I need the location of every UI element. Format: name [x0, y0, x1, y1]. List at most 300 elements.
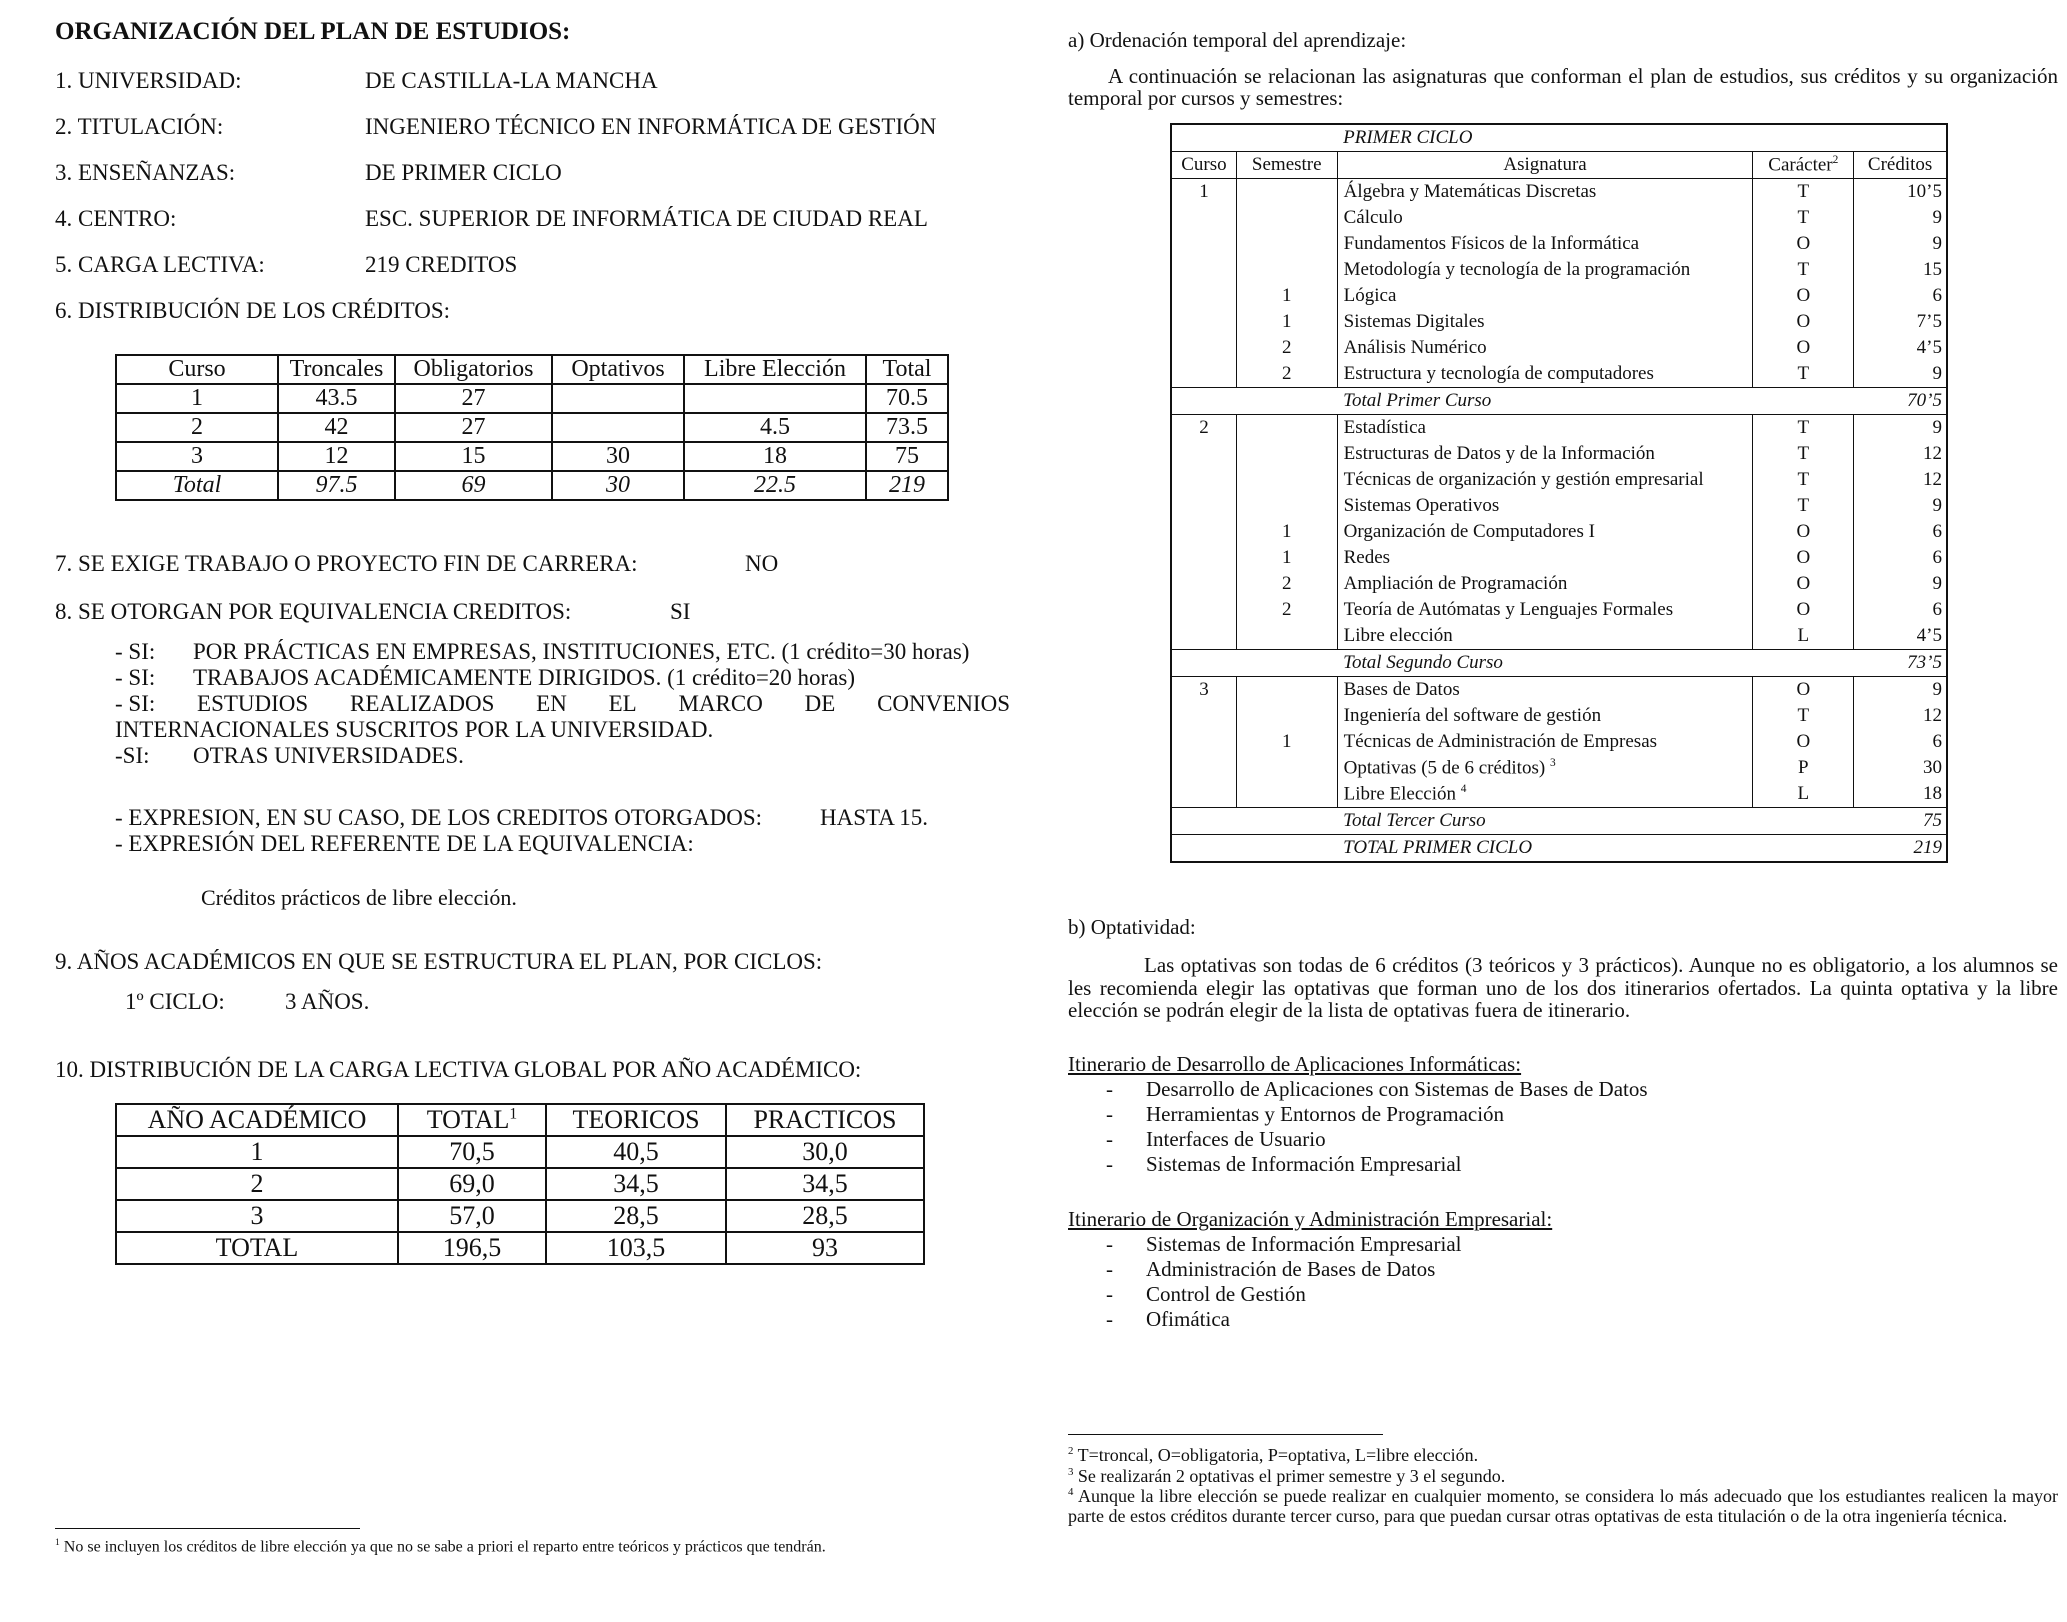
bullet-dash: -	[1106, 1077, 1113, 1102]
bullet-dash: -	[1106, 1152, 1113, 1177]
word: DE	[804, 691, 836, 716]
section-8-heading: 8. SE OTORGAN POR EQUIVALENCIA CREDITOS:	[55, 599, 572, 624]
table-cell: 3	[116, 1200, 398, 1232]
character-cell: P	[1753, 755, 1854, 781]
field-label: 1. UNIVERSIDAD:	[55, 68, 242, 93]
table-row	[116, 384, 948, 413]
character-cell: O	[1753, 597, 1854, 623]
table-cell	[552, 384, 684, 413]
section-7-value: NO	[745, 551, 779, 576]
subject-name: Sistemas Digitales	[1343, 311, 1485, 333]
subject-name: Técnicas de organización y gestión empresarial	[1343, 469, 1704, 491]
course-cell: 3	[1199, 679, 1209, 701]
bullet-dash: -	[1106, 1257, 1113, 1282]
credits-cell: 12	[1854, 703, 1947, 729]
subject-cell	[1337, 361, 1753, 388]
semester-cell	[1236, 781, 1337, 808]
table-cell: 1	[116, 1136, 398, 1168]
table-cell: 40,5	[546, 1136, 726, 1168]
subtotal-row	[1171, 835, 1947, 863]
semester-cell: 1	[1236, 519, 1337, 545]
expression-referent: - EXPRESIÓN DEL REFERENTE DE LA EQUIVALENCIA:	[115, 831, 694, 856]
table-cell: 219	[866, 471, 948, 500]
footnote-number: 4	[1068, 1486, 1074, 1498]
table-row	[1171, 781, 1947, 808]
table-cell: 3	[116, 442, 278, 471]
character-cell: T	[1753, 205, 1854, 231]
list-item-text: Herramientas y Entornos de Programación	[1146, 1102, 1505, 1127]
semester-cell	[1236, 493, 1337, 519]
table-cell: 30	[552, 471, 684, 500]
itinerary-title: Itinerario de Organización y Administración Empresarial:	[1068, 1207, 1553, 1232]
credits-cell: 9	[1854, 677, 1947, 704]
list-item	[1106, 1102, 2058, 1127]
credits-cell: 15	[1854, 257, 1947, 283]
credits-cell: 10’5	[1854, 179, 1947, 206]
character-cell: O	[1753, 729, 1854, 755]
table-total-row	[116, 471, 948, 500]
table-cell: 42	[278, 413, 395, 442]
credits-cell: 30	[1854, 755, 1947, 781]
course-cell	[1171, 597, 1236, 623]
section-a-heading: a) Ordenación temporal del aprendizaje:	[1068, 28, 1407, 52]
list-item-text: TRABAJOS ACADÉMICAMENTE DIRIGIDOS. (1 crédito=20 horas)	[193, 665, 856, 690]
field-value: INGENIERO TÉCNICO EN INFORMÁTICA DE GESTIÓN	[365, 114, 937, 139]
character-cell: O	[1753, 231, 1854, 257]
subject-cell	[1337, 755, 1753, 781]
subject-cell	[1337, 493, 1753, 519]
equivalence-list	[115, 639, 1010, 911]
course-cell	[1171, 781, 1236, 808]
character-cell: T	[1753, 467, 1854, 493]
col-header: Asignatura	[1337, 152, 1753, 179]
table-cell: 34,5	[726, 1168, 924, 1200]
character-cell: O	[1753, 309, 1854, 335]
subject-name: Sistemas Operativos	[1343, 495, 1500, 517]
footnote-text: Se realizarán 2 optativas el primer semestre y 3 el segundo.	[1077, 1466, 1506, 1486]
table-cell: 93	[726, 1232, 924, 1264]
table-row	[116, 442, 948, 471]
list-item	[1106, 1077, 2058, 1102]
subject-name: Teoría de Autómatas y Lenguajes Formales	[1343, 599, 1674, 621]
footnote	[55, 1537, 1015, 1556]
table-cell: 28,5	[726, 1200, 924, 1232]
subject-name: Álgebra y Matemáticas Discretas	[1343, 181, 1597, 203]
subtotal-credits: 75	[1854, 808, 1947, 835]
table-row	[1171, 519, 1947, 545]
table-cell	[1171, 835, 1337, 863]
table-cell: 75	[866, 442, 948, 471]
subject-name: Ingeniería del software de gestión	[1343, 705, 1602, 727]
subject-cell	[1337, 283, 1753, 309]
table-cell: 12	[278, 442, 395, 471]
credits-cell: 9	[1854, 415, 1947, 442]
subject-cell	[1337, 257, 1753, 283]
col-header: Curso	[1171, 152, 1236, 179]
col-header: Troncales	[278, 355, 395, 384]
left-footnote	[55, 1528, 1015, 1556]
table-cell: 1	[116, 384, 278, 413]
credits-cell: 6	[1854, 597, 1947, 623]
field-centro	[55, 206, 1015, 232]
table-row	[1171, 309, 1947, 335]
credits-cell: 12	[1854, 441, 1947, 467]
footnote-ref: 2	[1832, 153, 1839, 166]
list-item	[1106, 1127, 2058, 1152]
table-cell	[1171, 650, 1337, 677]
credits-cell: 4’5	[1854, 623, 1947, 650]
course-cell	[1171, 703, 1236, 729]
list-item-text: Desarrollo de Aplicaciones con Sistemas de Bases de Datos	[1146, 1077, 1648, 1102]
word: EL	[608, 691, 637, 716]
subject-cell	[1337, 703, 1753, 729]
semester-cell	[1236, 441, 1337, 467]
credits-cell: 9	[1854, 361, 1947, 388]
table-row	[1171, 703, 1947, 729]
bullet-dash: -	[1106, 1282, 1113, 1307]
list-item-text: Sistemas de Información Empresarial	[1146, 1152, 1462, 1177]
table-cell: 70.5	[866, 384, 948, 413]
list-item	[115, 639, 1010, 665]
table-row	[1171, 545, 1947, 571]
list-item-text: Administración de Bases de Datos	[1146, 1257, 1436, 1282]
semester-cell: 2	[1236, 571, 1337, 597]
table-cell: 18	[684, 442, 866, 471]
semester-cell: 2	[1236, 597, 1337, 623]
word: ESTUDIOS	[197, 691, 309, 716]
subject-cell	[1337, 519, 1753, 545]
subtotal-row	[1171, 650, 1947, 677]
course-cell	[1171, 519, 1236, 545]
col-header: Semestre	[1236, 152, 1337, 179]
course-cell	[1171, 231, 1236, 257]
table-row	[1171, 729, 1947, 755]
subject-name: Lógica	[1343, 285, 1397, 307]
character-cell: O	[1753, 571, 1854, 597]
table-total-row	[116, 1232, 924, 1264]
footnote-divider	[1068, 1434, 1383, 1435]
semester-cell: 1	[1236, 283, 1337, 309]
character-cell: T	[1753, 179, 1854, 206]
itinerary-2	[1068, 1207, 2058, 1332]
course-cell	[1171, 257, 1236, 283]
table-row	[1171, 415, 1947, 442]
list-item-tag: - SI:	[115, 665, 156, 690]
cycle-header-row	[1171, 124, 1947, 152]
subject-cell	[1337, 781, 1753, 808]
subject-name: Optativas (5 de 6 créditos)	[1343, 757, 1546, 779]
character-cell: T	[1753, 703, 1854, 729]
semester-cell	[1236, 179, 1337, 206]
col-header: Optativos	[552, 355, 684, 384]
footnote-text: Aunque la libre elección se puede realizar en cualquier momento, se considera lo más adecuado que los estudiantes realicen la mayor parte de estos créditos durante tercer curso, para que puedan cursar otras optativas de esta titulación o de la otra ingeniería técnica.	[1068, 1486, 2058, 1526]
cycle-years: 3 AÑOS.	[285, 989, 370, 1014]
character-cell: T	[1753, 361, 1854, 388]
col-header: Créditos	[1854, 152, 1947, 179]
list-item-text: Sistemas de Información Empresarial	[1146, 1232, 1462, 1257]
subject-name: Metodología y tecnología de la programación	[1343, 259, 1691, 281]
table-cell: 69,0	[398, 1168, 546, 1200]
table-row	[1171, 623, 1947, 650]
col-header	[1753, 152, 1854, 179]
subject-name: Cálculo	[1343, 207, 1403, 229]
course-cell	[1171, 205, 1236, 231]
semester-cell	[1236, 677, 1337, 704]
table-header-row	[1171, 152, 1947, 179]
list-item	[115, 665, 1010, 691]
field-value: DE CASTILLA-LA MANCHA	[365, 68, 658, 93]
section-10-heading: 10. DISTRIBUCIÓN DE LA CARGA LECTIVA GLOBAL POR AÑO ACADÉMICO:	[55, 1057, 862, 1082]
field-carga-lectiva	[55, 252, 1015, 278]
character-cell: O	[1753, 545, 1854, 571]
list-item-tag: -SI:	[115, 743, 150, 768]
credits-cell: 6	[1854, 283, 1947, 309]
table-cell: 34,5	[546, 1168, 726, 1200]
bullet-dash: -	[1106, 1307, 1113, 1332]
study-plan-body	[1171, 179, 1947, 863]
section-7-heading: 7. SE EXIGE TRABAJO O PROYECTO FIN DE CARRERA:	[55, 551, 638, 576]
character-cell: T	[1753, 257, 1854, 283]
footnote-text: T=troncal, O=obligatoria, P=optativa, L=libre elección.	[1077, 1445, 1479, 1465]
subject-name: Redes	[1343, 547, 1391, 569]
table-row	[1171, 571, 1947, 597]
table-cell: 30	[552, 442, 684, 471]
semester-cell	[1236, 231, 1337, 257]
subject-name: Estructuras de Datos y de la Información	[1343, 443, 1655, 465]
credits-cell: 9	[1854, 493, 1947, 519]
table-cell: 2	[116, 413, 278, 442]
subject-cell	[1337, 335, 1753, 361]
cycle-label: 1º CICLO:	[125, 989, 225, 1014]
section-9-heading: 9. AÑOS ACADÉMICOS EN QUE SE ESTRUCTURA EL PLAN, POR CICLOS:	[55, 949, 823, 974]
table-row	[1171, 257, 1947, 283]
subject-name: Fundamentos Físicos de la Informática	[1343, 233, 1640, 255]
subject-cell	[1337, 205, 1753, 231]
field-value: 219 CREDITOS	[365, 252, 518, 277]
character-cell: T	[1753, 493, 1854, 519]
subject-name: Estadística	[1343, 417, 1426, 439]
semester-cell: 1	[1236, 729, 1337, 755]
list-item-text: Control de Gestión	[1146, 1282, 1306, 1307]
list-item-text: Interfaces de Usuario	[1146, 1127, 1326, 1152]
left-column	[55, 18, 1015, 1265]
table-row	[1171, 335, 1947, 361]
table-cell: 2	[116, 1168, 398, 1200]
table-header-row	[116, 1104, 924, 1136]
right-footnotes	[1068, 1434, 2058, 1527]
table-cell: 69	[395, 471, 552, 500]
table-cell	[552, 413, 684, 442]
col-header-text: TOTAL	[426, 1105, 510, 1134]
character-cell: O	[1753, 519, 1854, 545]
expression-credits	[115, 805, 1010, 831]
semester-cell	[1236, 703, 1337, 729]
section-b-heading: b) Optatividad:	[1068, 915, 1196, 940]
list-item-text: Ofimática	[1146, 1307, 1230, 1332]
academic-years-table	[115, 1103, 925, 1265]
character-cell: T	[1753, 441, 1854, 467]
footnote-number: 1	[55, 1537, 60, 1548]
field-value: ESC. SUPERIOR DE INFORMÁTICA DE CIUDAD REAL	[365, 206, 928, 231]
course-cell	[1171, 361, 1236, 388]
col-header: Libre Elección	[684, 355, 866, 384]
section-7	[55, 551, 1015, 577]
table-row	[1171, 283, 1947, 309]
table-cell: 4.5	[684, 413, 866, 442]
subject-cell	[1337, 309, 1753, 335]
course-cell	[1171, 493, 1236, 519]
table-row	[116, 1136, 924, 1168]
subject-name: Estructura y tecnología de computadores	[1343, 363, 1654, 385]
table-cell: 73.5	[866, 413, 948, 442]
list-item	[1106, 1152, 2058, 1177]
list-item	[115, 743, 1010, 769]
subject-cell	[1337, 415, 1753, 442]
bullet-dash: -	[1106, 1102, 1113, 1127]
word: REALIZADOS	[349, 691, 495, 716]
col-header: Curso	[116, 355, 278, 384]
semester-cell	[1236, 623, 1337, 650]
semester-cell	[1236, 205, 1337, 231]
table-row	[1171, 755, 1947, 781]
subtotal-label: Total Tercer Curso	[1337, 808, 1854, 835]
field-label: 3. ENSEÑANZAS:	[55, 160, 236, 185]
character-cell: L	[1753, 623, 1854, 650]
table-header-row	[116, 355, 948, 384]
subject-name: Bases de Datos	[1343, 679, 1460, 701]
expression-value: HASTA 15.	[820, 805, 929, 830]
table-cell: 30,0	[726, 1136, 924, 1168]
subject-cell	[1337, 677, 1753, 704]
footnote	[1068, 1487, 2058, 1527]
table-cell: 196,5	[398, 1232, 546, 1264]
table-row	[116, 413, 948, 442]
table-cell: 43.5	[278, 384, 395, 413]
table-cell	[684, 384, 866, 413]
col-header: Obligatorios	[395, 355, 552, 384]
list-item	[1106, 1282, 2058, 1307]
expression-referent-value: Créditos prácticos de libre elección.	[201, 885, 517, 910]
field-label: 2. TITULACIÓN:	[55, 114, 224, 139]
semester-cell: 2	[1236, 335, 1337, 361]
credits-cell: 18	[1854, 781, 1947, 808]
semester-cell	[1236, 467, 1337, 493]
table-row	[1171, 467, 1947, 493]
table-cell: 97.5	[278, 471, 395, 500]
col-header	[398, 1104, 546, 1136]
bullet-dash: -	[1106, 1232, 1113, 1257]
footnote-ref: 3	[1549, 756, 1556, 769]
credits-cell: 6	[1854, 729, 1947, 755]
list-item	[1106, 1232, 2058, 1257]
col-header: TEORICOS	[546, 1104, 726, 1136]
semester-cell	[1236, 415, 1337, 442]
table-row	[1171, 205, 1947, 231]
credits-cell: 12	[1854, 467, 1947, 493]
col-header-text: Carácter	[1768, 154, 1833, 176]
course-cell	[1171, 729, 1236, 755]
section-8-value: SI	[670, 599, 691, 624]
right-column	[1068, 28, 2058, 1332]
footnote-ref: 4	[1460, 782, 1467, 795]
subject-name: Ampliación de Programación	[1343, 573, 1568, 595]
course-cell: 1	[1199, 181, 1209, 203]
credits-cell: 6	[1854, 519, 1947, 545]
list-item-tag: - SI:	[115, 639, 156, 664]
table-cell: 27	[395, 413, 552, 442]
credits-cell: 9	[1854, 231, 1947, 257]
section-a-text: A continuación se relacionan las asignaturas que conforman el plan de estudios, sus créditos y su organización temporal por cursos y semestres:	[1068, 64, 2058, 111]
section-9-value	[125, 989, 1015, 1015]
character-cell: O	[1753, 283, 1854, 309]
subject-cell	[1337, 441, 1753, 467]
footnote-number: 3	[1068, 1466, 1074, 1478]
footnote-text: No se incluyen los créditos de libre elección ya que no se sabe a priori el reparto entre teóricos y prácticos que tendrán.	[63, 1538, 826, 1556]
subject-cell	[1337, 597, 1753, 623]
word: CONVENIOS	[877, 691, 1010, 716]
table-cell: 15	[395, 442, 552, 471]
subtotal-credits: 73’5	[1854, 650, 1947, 677]
col-header: Total	[866, 355, 948, 384]
word: MARCO	[678, 691, 763, 716]
footnote-ref: 1	[509, 1105, 518, 1123]
cycle-title: PRIMER CICLO	[1337, 124, 1947, 152]
expression-label: - EXPRESION, EN SU CASO, DE LOS CREDITOS OTORGADOS:	[115, 805, 763, 830]
subject-name: Análisis Numérico	[1343, 337, 1487, 359]
field-value: DE PRIMER CICLO	[365, 160, 562, 185]
subject-cell	[1337, 179, 1753, 206]
list-item-justified	[115, 691, 1010, 717]
table-row	[1171, 179, 1947, 206]
itinerary-1	[1068, 1052, 2058, 1177]
table-row	[1171, 597, 1947, 623]
table-row	[1171, 361, 1947, 388]
field-universidad	[55, 68, 1015, 94]
credits-cell: 4’5	[1854, 335, 1947, 361]
credits-cell: 9	[1854, 205, 1947, 231]
col-header: PRACTICOS	[726, 1104, 924, 1136]
section-b-text: Las optativas son todas de 6 créditos (3 teóricos y 3 prácticos). Aunque no es obligatorio, a los alumnos se les recomienda elegir las optativas que forman uno de los dos itinerarios ofertados. La quinta optativa y la libre elección se podrán elegir de la lista de optativas fuera de itinerario.	[1068, 953, 2058, 1023]
table-row	[116, 1200, 924, 1232]
character-cell: L	[1753, 781, 1854, 808]
semester-cell	[1236, 755, 1337, 781]
subtotal-row	[1171, 808, 1947, 835]
table-cell: 57,0	[398, 1200, 546, 1232]
character-cell: O	[1753, 677, 1854, 704]
table-cell: 22.5	[684, 471, 866, 500]
study-plan-table	[1170, 123, 1948, 863]
table-row	[1171, 441, 1947, 467]
table-cell: 103,5	[546, 1232, 726, 1264]
subject-cell	[1337, 231, 1753, 257]
footnote	[1068, 1445, 2058, 1466]
credits-cell: 9	[1854, 571, 1947, 597]
table-row	[1171, 677, 1947, 704]
list-item	[1106, 1307, 2058, 1332]
semester-cell	[1236, 257, 1337, 283]
col-header: AÑO ACADÉMICO	[116, 1104, 398, 1136]
course-cell	[1171, 755, 1236, 781]
course-cell	[1171, 283, 1236, 309]
word: - SI:	[115, 691, 156, 716]
course-cell	[1171, 571, 1236, 597]
document-title: ORGANIZACIÓN DEL PLAN DE ESTUDIOS:	[55, 18, 571, 45]
table-cell: 27	[395, 384, 552, 413]
subject-cell	[1337, 545, 1753, 571]
course-cell	[1171, 623, 1236, 650]
subtotal-credits: 70’5	[1854, 388, 1947, 415]
table-cell: TOTAL	[116, 1232, 398, 1264]
